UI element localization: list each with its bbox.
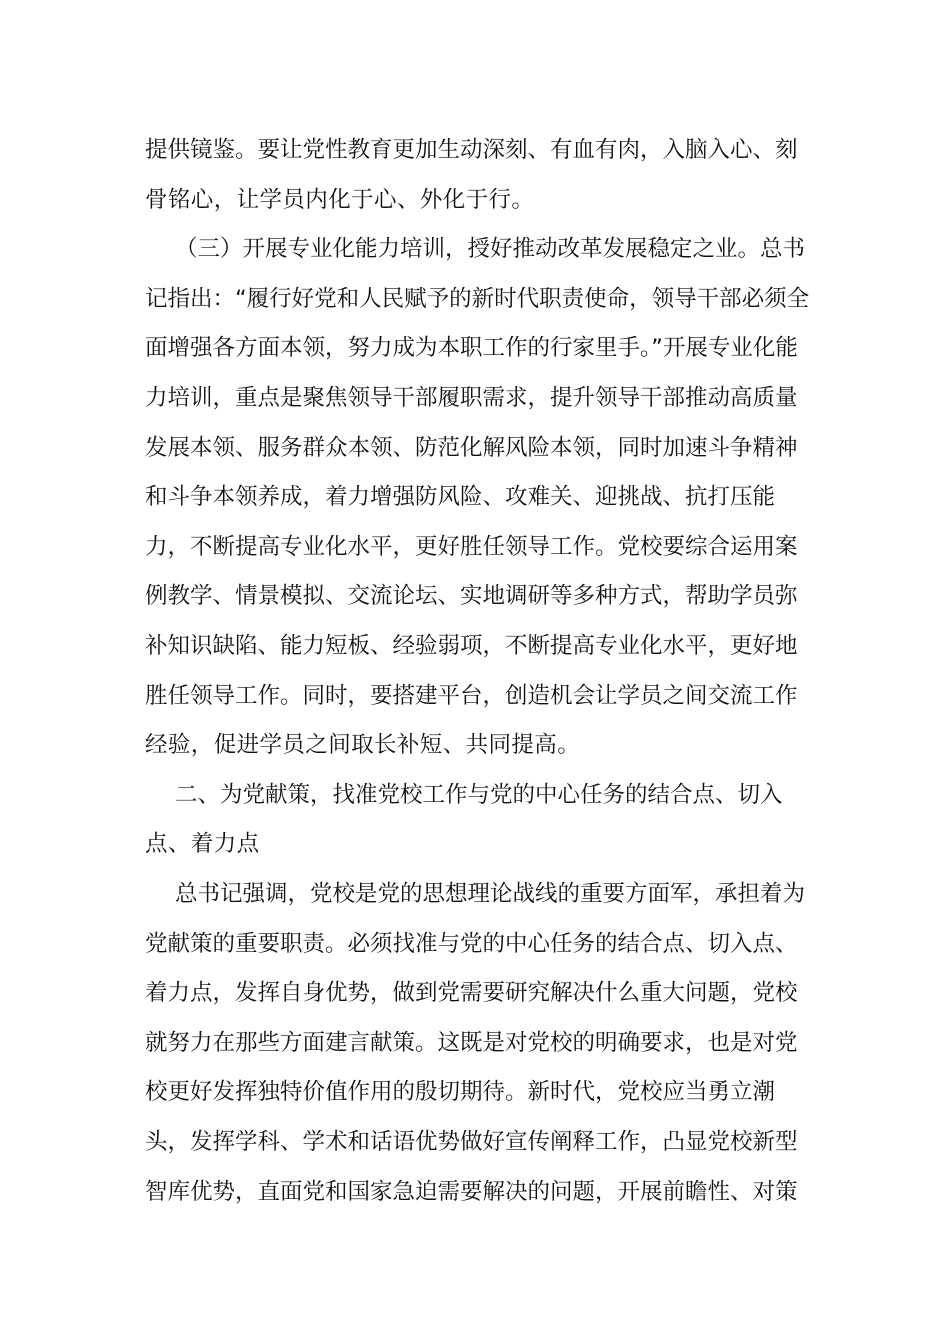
text-line: 提供镜鉴。要让党性教育更加生动深刻、有血有肉，入脑入心、刻 (145, 137, 798, 163)
text-line: 胜任领导工作。同时，要搭建平台，创造机会让学员之间交流工作 (145, 682, 798, 709)
text-line: 力培训，重点是聚焦领导干部履职需求，提升领导干部推动高质量 (145, 385, 798, 411)
text-line: 面增强各方面本领，努力成为本职工作的行家里手。”开展专业化能 (145, 335, 798, 362)
text-line: 发展本领、服务群众本领、防范化解风险本领，同时加速斗争精神 (145, 434, 798, 461)
text-line: 着力点，发挥自身优势，做到党需要研究解决什么重大问题，党校 (145, 980, 798, 1007)
text-line: 例教学、情景模拟、交流论坛、实地调研等多种方式，帮助学员弥 (145, 583, 798, 610)
text-line: 记指出：“履行好党和人民赋予的新时代职责使命，领导干部必须全 (145, 285, 810, 312)
text-line: 党献策的重要职责。必须找准与党的中心任务的结合点、切入点、 (145, 930, 798, 957)
text-line: 骨铭心，让学员内化于心、外化于行。 (145, 186, 535, 213)
text-line: 力，不断提高专业化水平，更好胜任领导工作。党校要综合运用案 (145, 533, 798, 560)
section-heading-line: 点、着力点 (145, 831, 260, 858)
text-line: 头，发挥学科、学术和话语优势做好宣传阐释工作，凸显党校新型 (145, 1129, 798, 1155)
text-line: 经验，促进学员之间取长补短、共同提高。 (145, 732, 581, 759)
section-heading-line: 二、为党献策，找准党校工作与党的中心任务的结合点、切入 (175, 781, 783, 808)
text-line: 校更好发挥独特价值作用的殷切期待。新时代，党校应当勇立潮 (145, 1079, 776, 1106)
paragraph-first-line: 总书记强调，党校是党的思想理论战线的重要方面军，承担着为 (175, 881, 806, 907)
text-line: 和斗争本领养成，着力增强防风险、攻难关、迎挑战、抗打压能 (145, 484, 776, 511)
section-heading-line: （三）开展专业化能力培训，授好推动改革发展稳定之业。总书 (175, 236, 806, 263)
text-line: 就努力在那些方面建言献策。这既是对党校的明确要求，也是对党 (145, 1029, 798, 1056)
text-line: 智库优势，直面党和国家急迫需要解决的问题，开展前瞻性、对策 (145, 1178, 798, 1205)
text-line: 补知识缺陷、能力短板、经验弱项，不断提高专业化水平，更好地 (145, 633, 798, 659)
